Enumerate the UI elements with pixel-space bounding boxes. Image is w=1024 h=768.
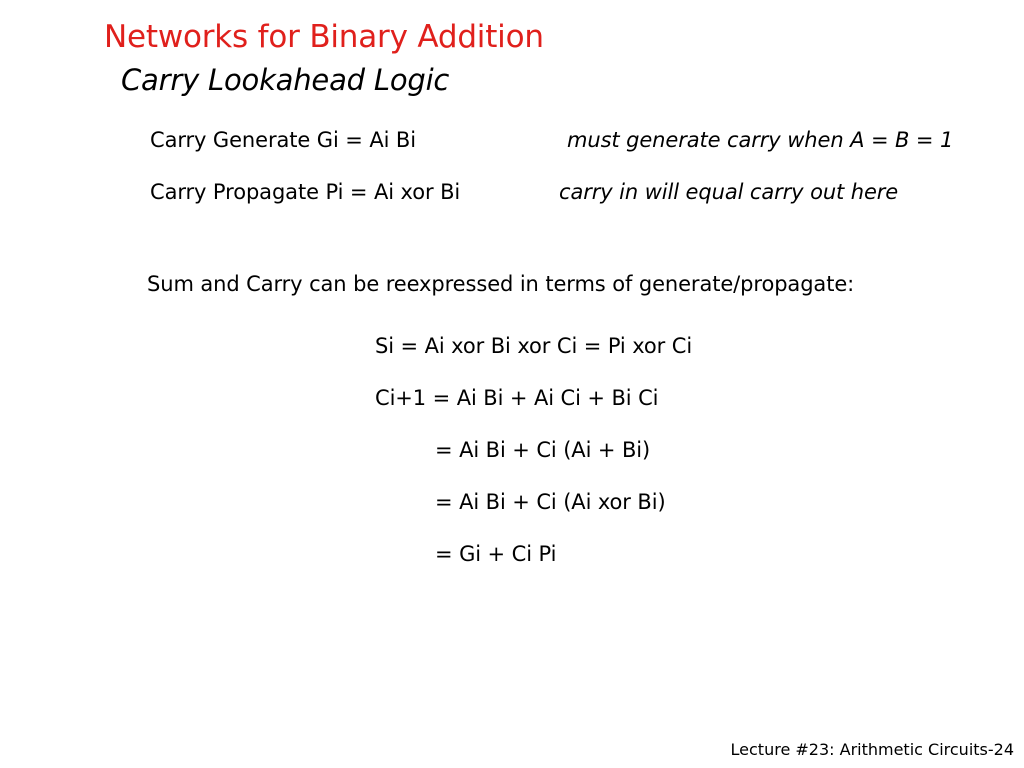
carry-equation-step-1: = Ai Bi + Ci (Ai + Bi) bbox=[435, 438, 651, 462]
carry-equation-step-3: = Gi + Ci Pi bbox=[435, 542, 557, 566]
slide-footer: Lecture #23: Arithmetic Circuits-24 bbox=[730, 740, 1014, 759]
carry-propagate-definition: Carry Propagate Pi = Ai xor Bi bbox=[150, 180, 461, 204]
intro-text: Sum and Carry can be reexpressed in terms of generate/propagate: bbox=[147, 272, 855, 296]
slide-subtitle: Carry Lookahead Logic bbox=[121, 63, 450, 97]
carry-propagate-note: carry in will equal carry out here bbox=[559, 180, 899, 204]
carry-equation: Ci+1 = Ai Bi + Ai Ci + Bi Ci bbox=[375, 386, 659, 410]
sum-equation: Si = Ai xor Bi xor Ci = Pi xor Ci bbox=[375, 334, 693, 358]
carry-equation-step-2: = Ai Bi + Ci (Ai xor Bi) bbox=[435, 490, 666, 514]
carry-generate-note: must generate carry when A = B = 1 bbox=[567, 128, 954, 152]
carry-generate-definition: Carry Generate Gi = Ai Bi bbox=[150, 128, 416, 152]
slide-title: Networks for Binary Addition bbox=[104, 19, 544, 55]
